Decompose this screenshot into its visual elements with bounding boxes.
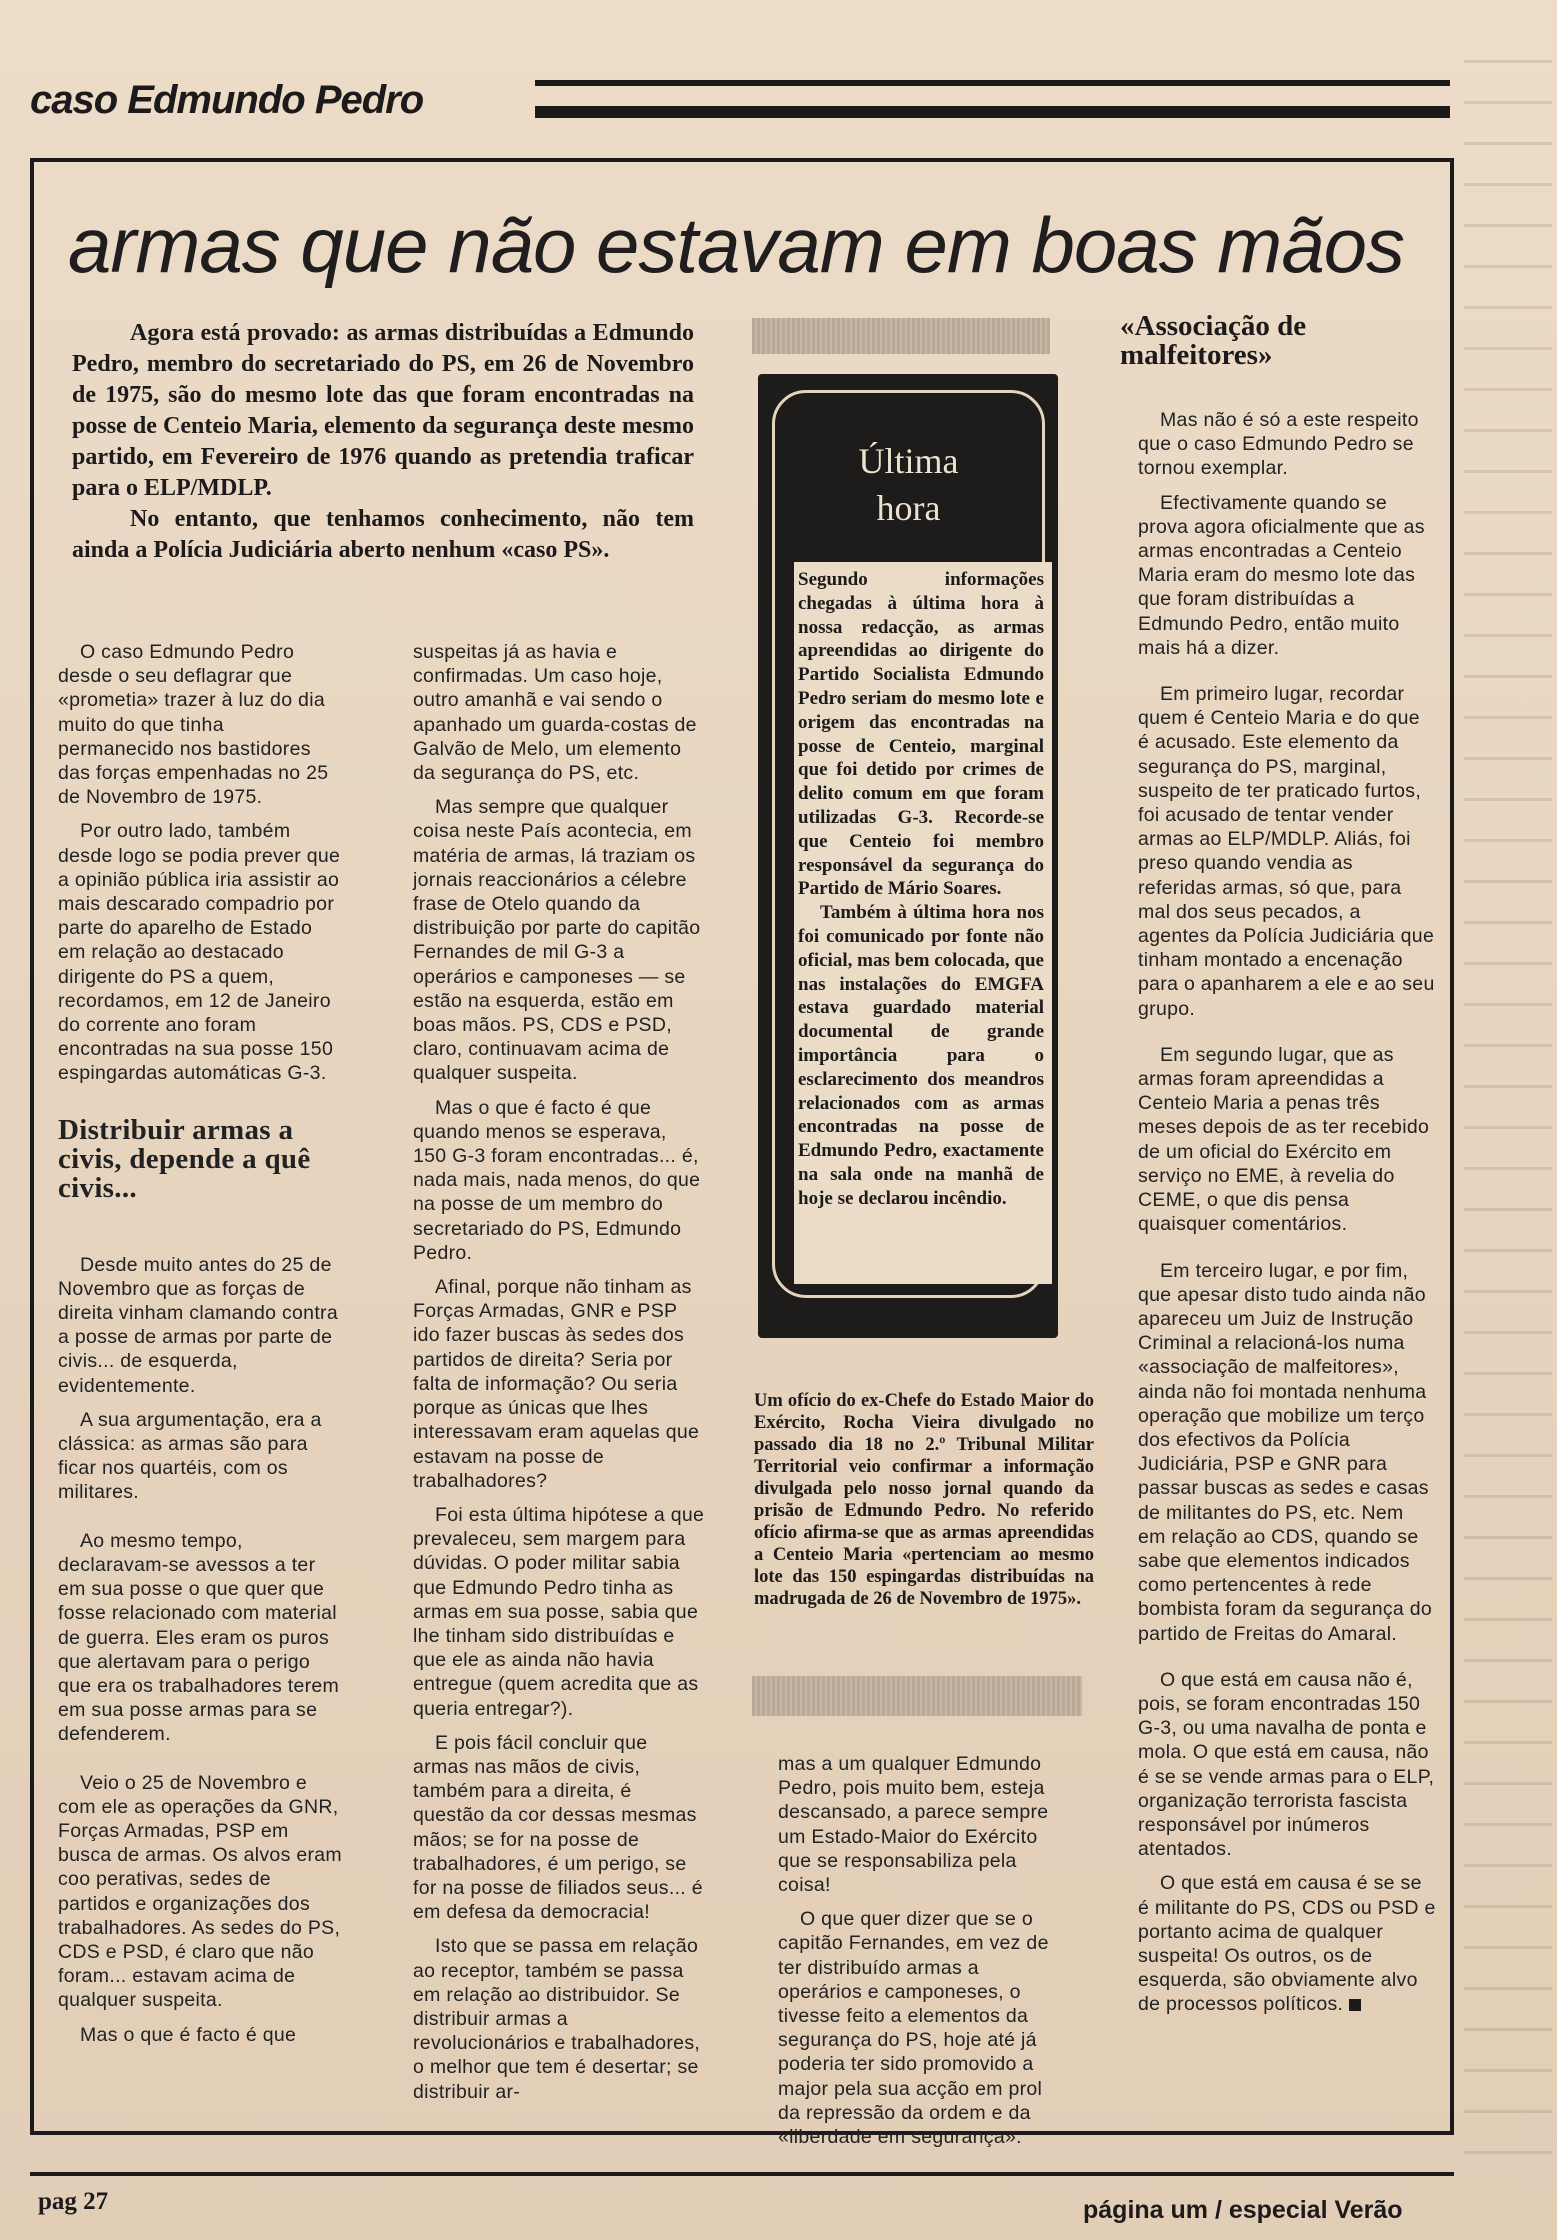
kicker-rule-top [535,80,1450,86]
col4-subhead: «Associação de malfeitores» [1120,310,1307,371]
last-hour-title-line2: hora [876,488,941,528]
column-1 [58,640,344,2057]
col4-p4: Em segundo lugar, que as armas foram apreendidas a Centeio Maria a penas três meses depois de as ter recebido de um oficial do Exército em serviço no EME, à revelia do CEME, o que dis pensa quaisquer comentários. [1138,1043,1430,1236]
kicker-rule-bottom [535,106,1450,118]
col2-p7: Isto que se passa em relação ao receptor, também se passa em relação ao distribuidor. Se distribuir armas a revolucionários e trabalhadores, o melhor que tem é desertar; se distribuir ar- [413,1935,701,2103]
col1-p7: Mas o que é facto é que [80,2023,297,2046]
col1-p6: Veio o 25 de Novembro e com ele as operações da GNR, Forças Armadas, PSP em busca de armas. Os alvos eram coo perativas, sedes de partidos e organizações dos trabalhadores. As sedes do PS, CDS e PSD, é claro que não foram... estavam acima de qualquer suspeita. [58,1771,342,2012]
col4-p6: O que está em causa não é, pois, se foram encontradas 150 G-3, ou uma navalha de ponta e mola. O que está em causa, não é se se vende armas para o ELP, organização terrorista fascista responsável por inúmeros atentados. [1138,1668,1435,1861]
col4-p7 [1138,1871,1436,2016]
lead-p1: Agora está provado: as armas distribuídas a Edmundo Pedro, membro do secretariado do PS, em 26 de Novembro de 1975, são do mesmo lote das que foram encontradas na posse de Centeio Maria, elemento da segurança deste mesmo partido, em Fevereiro de 1976 quando as pretendia traficar para o ELP/MDLP. [72,320,694,501]
page-number: pag 27 [38,2188,109,2215]
col3b-p2: O que quer dizer que se o capitão Fernandes, em vez de ter distribuído armas a operários e camponeses, o tivesse feito a elementos da segurança do PS, hoje até já poderia ter sido promovido a major pela sua acção em prol da repressão da ordem e da «liberdade em segurança». [778,1908,1049,2149]
col1-subhead: Distribuir armas a civis, depende a quê civis... [58,1113,311,1204]
column-2 [413,640,705,2114]
publication-name: página um / especial Verão [1083,2196,1403,2224]
col1-p4: A sua argumentação, era a clássica: as armas são para ficar nos quartéis, com os militares. [58,1408,322,1504]
end-mark-icon [1349,1999,1361,2011]
col3b-p1: mas a um qualquer Edmundo Pedro, pois muito bem, esteja descansado, a parece sempre um Estado-Maior do Exército que se responsabiliza pela coisa! [778,1753,1049,1897]
box-p1: Segundo informações chegadas à última hora à nossa redacção, as armas apreendidas ao dirigente do Partido Socialista Edmundo Pedro seriam do mesmo lote e origem das encontradas na posse de Centeio, marginal que foi detido por crimes de delito comum em que foram utilizadas G-3. Recorde-se que Centeio foi membro responsável da segurança do Partido de Mário Soares. [798,569,1044,900]
box-p2: Também à última hora nos foi comunicado por fonte não oficial, mas bem colocada, que nas instalações do EMGFA estava guardado material documental de grande importância para o esclarecimento dos meandros relacionados com as armas encontradas na posse de Edmundo Pedro, exactamente na sala onde na manhã de hoje se declarou incêndio. [798,902,1044,1209]
col2-p5: Foi esta última hipótese a que prevaleceu, sem margem para dúvidas. O poder militar sabia que Edmundo Pedro tinha as armas em sua posse, sabia que lhe tinham sido distribuídas e que ele as ainda não havia entregue (quem acredita que as queria entregar?). [413,1503,705,1720]
column-4 [1138,408,1436,2027]
col4-p3: Em primeiro lugar, recordar quem é Centeio Maria e do que é acusado. Este elemento da segurança do PS, marginal, suspeito de ter praticado furtos, foi acusado de tentar vender armas ao ELP/MDLP. Aliás, foi preso quando vendia as referidas armas, só que, para mal dos seus pecados, a agentes da Polícia Judiciária que tinham montado a encenação para o apanharem a ele e ao seu grupo. [1138,683,1435,1020]
grey-bar-top [752,318,1050,354]
footer-rule [30,2172,1454,2176]
last-hour-text [794,562,1052,1284]
col2-p2: Mas sempre que qualquer coisa neste País acontecia, em matéria de armas, lá traziam os jornais reaccionários a célebre frase de Otelo quando da distribuição por parte do capitão Fernandes de mil G-3 a operários e camponeses — se estão na esquerda, estão em boas mãos. PS, CDS e PSD, claro, continuavam acima de qualquer suspeita. [413,796,701,1085]
col2-p3: Mas o que é facto é que quando menos se esperava, 150 G-3 foram encontradas... é, nada mais, nada menos, do que na posse de um membro do secretariado do PS, Edmundo Pedro. [413,1096,701,1264]
section-kicker: caso Edmundo Pedro [30,78,424,122]
lead-p2: No entanto, que tenhamos conhecimento, não tem ainda a Polícia Judiciária aberto nenhum «caso PS». [72,506,694,563]
col2-p4: Afinal, porque não tinham as Forças Armadas, GNR e PSP ido fazer buscas às sedes dos partidos de direita? Seria por falta de informação? Ou seria porque as únicas que lhes interessavam eram aquelas que estavam na posse de trabalhadores? [413,1276,700,1492]
col1-p2: Por outro lado, também desde logo se podia prever que a opinião pública iria assistir ao mais descarado compadrio por parte do aparelho de Estado em relação ao destacado dirigente do PS a quem, recordamos, em 12 de Janeiro do corrente ano foram encontradas na sua posse 150 espingardas automáticas G-3. [58,820,341,1085]
col4-p2: Efectivamente quando se prova agora oficialmente que as armas encontradas a Centeio Maria eram do mesmo lote das que foram distribuídas a Edmundo Pedro, então muito mais há a dizer. [1138,491,1425,659]
last-hour-title [772,438,1045,532]
document-caption: Um ofício do ex-Chefe do Estado Maior do Exército, Rocha Vieira divulgado no passado dia 18 no 2.º Tribunal Militar Territorial veio confirmar a informação divulgada pelo nosso jornal quando da prisão de Edmundo Pedro. No referido ofício afirma-se que as armas apreendidas a Centeio Maria «pertenciam ao mesmo lote das 150 espingardas distribuídas na madrugada de 26 de Novembro de 1975». [754,1391,1094,1609]
lead-paragraph [72,318,694,566]
last-hour-title-line1: Última [858,441,959,481]
col4-p7-text: O que está em causa é se se é militante do PS, CDS ou PSD e portanto acima de qualquer suspeita! Os outros, os de esquerda, são obviamente alvo de processos políticos. [1138,1872,1436,2016]
col1-p3: Desde muito antes do 25 de Novembro que as forças de direita vinham clamando contra a posse de armas por parte de civis... de esquerda, evidentemente. [58,1253,338,1397]
col1-p1: O caso Edmundo Pedro desde o seu deflagrar que «prometia» trazer à luz do dia muito do que tinha permanecido nos bastidores das forças empenhadas no 25 de Novembro de 1975. [58,641,329,809]
col1-p5: Ao mesmo tempo, declaravam-se avessos a ter em sua posse o que quer que fosse relacionado com material de guerra. Eles eram os puros que alertavam para o perigo que era os trabalhadores terem em sua posse armas para se defenderem. [58,1529,340,1746]
col4-p5: Em terceiro lugar, e por fim, que apesar disto tudo ainda não apareceu um Juiz de Instrução Criminal a relacioná-los numa «associação de malfeitores», ainda não foi montada nenhuma operação que mobilize um terço dos efectivos da Polícia Judiciária, PSP e GNR para passar buscas as sedes e casas de militantes do PS, etc. Nem em relação ao CDS, quando se sabe que elementos indicados como pertencentes à rede bombista foram da segurança do partido de Freitas do Amaral. [1138,1259,1433,1645]
column-3-continuation [778,1752,1068,2159]
col4-p1: Mas não é só a este respeito que o caso Edmundo Pedro se tornou exemplar. [1138,409,1419,480]
col2-p6: E pois fácil concluir que armas nas mãos de civis, também para a direita, é questão da cor dessas mesmas mãos; se for na posse de trabalhadores, é um perigo, se for na posse de filiados seus... é em defesa da democracia! [413,1731,703,1924]
grey-bar-bottom [752,1676,1082,1716]
adjacent-page-edge [1464,60,1552,2180]
col2-p1: suspeitas já as havia e confirmadas. Um caso hoje, outro amanhã e vai sendo o apanhado um guarda-costas de Galvão de Melo, um elemento da segurança do PS, etc. [413,641,697,785]
headline: armas que não estavam em boas mãos [68,201,1405,289]
